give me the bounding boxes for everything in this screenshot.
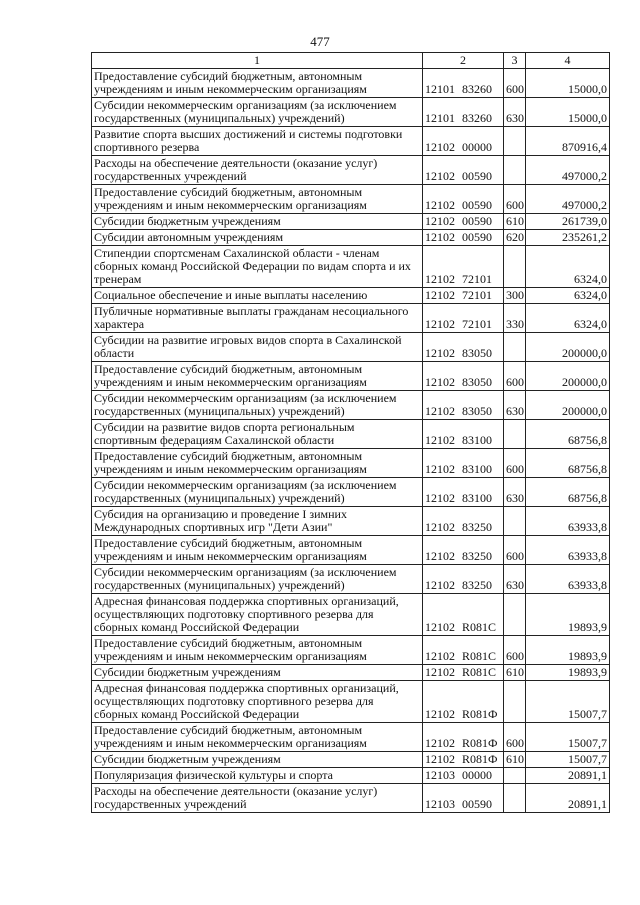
row-name-cell: Субсидии некоммерческим организациям (за исключением государственных (муниципальных) учреждений) xyxy=(92,565,423,594)
row-amount-cell: 497000,2 xyxy=(526,156,610,185)
row-amount-cell: 6324,0 xyxy=(526,288,610,304)
row-amount-cell: 870916,4 xyxy=(526,127,610,156)
row-name-cell: Предоставление субсидий бюджетным, автономным учреждениям и иным некоммерческим организациям xyxy=(92,536,423,565)
row-code-cell: 12102 83050 xyxy=(423,362,504,391)
row-name-cell: Предоставление субсидий бюджетным, автономным учреждениям и иным некоммерческим организациям xyxy=(92,636,423,665)
row-name-cell: Адресная финансовая поддержка спортивных организаций, осуществляющих подготовку спортивного резерва для сборных команд Российской Федерации xyxy=(92,594,423,636)
row-name-cell: Стипендии спортсменам Сахалинской области - членам сборных команд Российской Федерации по видам спорта и их тренерам xyxy=(92,246,423,288)
page-number: 477 xyxy=(310,34,330,49)
table-row xyxy=(92,288,610,304)
row-code-cell: 12103 00590 xyxy=(423,784,504,813)
row-name-cell: Субсидии бюджетным учреждениям xyxy=(92,752,423,768)
row-amount-cell: 63933,8 xyxy=(526,565,610,594)
row-name-cell: Социальное обеспечение и иные выплаты населению xyxy=(92,288,423,304)
table-row xyxy=(92,594,610,636)
table-header xyxy=(92,53,610,69)
row-amount-cell: 6324,0 xyxy=(526,246,610,288)
row-type-cell: 630 xyxy=(504,478,526,507)
row-name-cell: Предоставление субсидий бюджетным, автономным учреждениям и иным некоммерческим организациям xyxy=(92,449,423,478)
header-col-3: 3 xyxy=(504,53,526,69)
row-code-cell: 12102 83050 xyxy=(423,333,504,362)
row-code-cell: 12103 00000 xyxy=(423,768,504,784)
row-code-cell: 12102 83250 xyxy=(423,507,504,536)
table-row xyxy=(92,723,610,752)
row-type-cell xyxy=(504,420,526,449)
table-row xyxy=(92,230,610,246)
table-row xyxy=(92,565,610,594)
row-amount-cell: 19893,9 xyxy=(526,665,610,681)
row-type-cell: 600 xyxy=(504,636,526,665)
row-name-cell: Адресная финансовая поддержка спортивных организаций, осуществляющих подготовку спортивного резерва для сборных команд Российской Федерации xyxy=(92,681,423,723)
row-type-cell xyxy=(504,594,526,636)
row-type-cell: 600 xyxy=(504,362,526,391)
header-col-2: 2 xyxy=(423,53,504,69)
table-row xyxy=(92,752,610,768)
row-code-cell: 12102 83050 xyxy=(423,391,504,420)
row-name-cell: Субсидии на развитие видов спорта региональным спортивным федерациям Сахалинской области xyxy=(92,420,423,449)
row-type-cell: 610 xyxy=(504,752,526,768)
row-amount-cell: 20891,1 xyxy=(526,784,610,813)
row-type-cell: 300 xyxy=(504,288,526,304)
table-row xyxy=(92,420,610,449)
row-type-cell: 630 xyxy=(504,391,526,420)
row-type-cell: 630 xyxy=(504,98,526,127)
row-name-cell: Расходы на обеспечение деятельности (оказание услуг) государственных учреждений xyxy=(92,784,423,813)
table-row xyxy=(92,333,610,362)
header-row xyxy=(92,53,610,69)
row-type-cell xyxy=(504,784,526,813)
row-code-cell: 12102 00590 xyxy=(423,156,504,185)
row-amount-cell: 6324,0 xyxy=(526,304,610,333)
row-name-cell: Предоставление субсидий бюджетным, автономным учреждениям и иным некоммерческим организациям xyxy=(92,69,423,98)
row-type-cell: 610 xyxy=(504,665,526,681)
row-type-cell: 600 xyxy=(504,185,526,214)
row-amount-cell: 200000,0 xyxy=(526,391,610,420)
table-row xyxy=(92,362,610,391)
row-name-cell: Субсидии некоммерческим организациям (за исключением государственных (муниципальных) учреждений) xyxy=(92,478,423,507)
row-code-cell: 12102 R081Ф xyxy=(423,752,504,768)
row-name-cell: Субсидия на организацию и проведение I зимних Международных спортивных игр "Дети Азии" xyxy=(92,507,423,536)
row-name-cell: Развитие спорта высших достижений и системы подготовки спортивного резерва xyxy=(92,127,423,156)
row-name-cell: Субсидии автономным учреждениям xyxy=(92,230,423,246)
row-type-cell xyxy=(504,127,526,156)
table-row xyxy=(92,156,610,185)
row-type-cell: 600 xyxy=(504,536,526,565)
row-code-cell: 12102 83100 xyxy=(423,420,504,449)
row-name-cell: Расходы на обеспечение деятельности (оказание услуг) государственных учреждений xyxy=(92,156,423,185)
row-amount-cell: 15000,0 xyxy=(526,98,610,127)
row-amount-cell: 15000,0 xyxy=(526,69,610,98)
table-row xyxy=(92,507,610,536)
table-row xyxy=(92,98,610,127)
row-code-cell: 12102 83100 xyxy=(423,478,504,507)
row-type-cell xyxy=(504,507,526,536)
row-amount-cell: 63933,8 xyxy=(526,507,610,536)
row-type-cell xyxy=(504,333,526,362)
row-amount-cell: 200000,0 xyxy=(526,333,610,362)
row-code-cell: 12102 R081C xyxy=(423,665,504,681)
row-type-cell xyxy=(504,246,526,288)
table-row xyxy=(92,636,610,665)
row-amount-cell: 63933,8 xyxy=(526,536,610,565)
row-name-cell: Предоставление субсидий бюджетным, автономным учреждениям и иным некоммерческим организациям xyxy=(92,723,423,752)
row-code-cell: 12102 00590 xyxy=(423,230,504,246)
row-code-cell: 12102 R081C xyxy=(423,636,504,665)
row-code-cell: 12102 72101 xyxy=(423,288,504,304)
row-amount-cell: 20891,1 xyxy=(526,768,610,784)
table-row xyxy=(92,665,610,681)
row-type-cell: 600 xyxy=(504,449,526,478)
row-amount-cell: 68756,8 xyxy=(526,449,610,478)
table-row xyxy=(92,784,610,813)
row-code-cell: 12102 R081Ф xyxy=(423,723,504,752)
row-name-cell: Субсидии бюджетным учреждениям xyxy=(92,665,423,681)
row-amount-cell: 19893,9 xyxy=(526,594,610,636)
row-name-cell: Субсидии на развитие игровых видов спорта в Сахалинской области xyxy=(92,333,423,362)
row-code-cell: 12101 83260 xyxy=(423,98,504,127)
row-amount-cell: 15007,7 xyxy=(526,681,610,723)
row-code-cell: 12102 00590 xyxy=(423,185,504,214)
table-row xyxy=(92,69,610,98)
row-name-cell: Субсидии бюджетным учреждениям xyxy=(92,214,423,230)
table-row xyxy=(92,214,610,230)
table-row xyxy=(92,391,610,420)
row-type-cell: 600 xyxy=(504,723,526,752)
table-row xyxy=(92,478,610,507)
row-code-cell: 12102 72101 xyxy=(423,304,504,333)
row-amount-cell: 261739,0 xyxy=(526,214,610,230)
row-code-cell: 12102 83250 xyxy=(423,536,504,565)
row-name-cell: Предоставление субсидий бюджетным, автономным учреждениям и иным некоммерческим организациям xyxy=(92,185,423,214)
row-type-cell: 630 xyxy=(504,565,526,594)
row-amount-cell: 497000,2 xyxy=(526,185,610,214)
table-row xyxy=(92,768,610,784)
row-code-cell: 12102 R081Ф xyxy=(423,681,504,723)
row-amount-cell: 15007,7 xyxy=(526,752,610,768)
row-amount-cell: 15007,7 xyxy=(526,723,610,752)
table-row xyxy=(92,127,610,156)
row-code-cell: 12102 72101 xyxy=(423,246,504,288)
row-amount-cell: 200000,0 xyxy=(526,362,610,391)
row-name-cell: Субсидии некоммерческим организациям (за исключением государственных (муниципальных) учреждений) xyxy=(92,98,423,127)
row-name-cell: Публичные нормативные выплаты гражданам несоциального характера xyxy=(92,304,423,333)
row-amount-cell: 235261,2 xyxy=(526,230,610,246)
row-code-cell: 12101 83260 xyxy=(423,69,504,98)
table-body xyxy=(92,69,610,813)
row-code-cell: 12102 83100 xyxy=(423,449,504,478)
row-type-cell xyxy=(504,768,526,784)
row-code-cell: 12102 00000 xyxy=(423,127,504,156)
row-amount-cell: 19893,9 xyxy=(526,636,610,665)
row-code-cell: 12102 00590 xyxy=(423,214,504,230)
table-row xyxy=(92,681,610,723)
row-amount-cell: 68756,8 xyxy=(526,478,610,507)
row-code-cell: 12102 83250 xyxy=(423,565,504,594)
row-type-cell: 600 xyxy=(504,69,526,98)
row-name-cell: Предоставление субсидий бюджетным, автономным учреждениям и иным некоммерческим организациям xyxy=(92,362,423,391)
table-row xyxy=(92,185,610,214)
table-row xyxy=(92,536,610,565)
row-type-cell: 620 xyxy=(504,230,526,246)
row-type-cell xyxy=(504,156,526,185)
table-row xyxy=(92,246,610,288)
row-type-cell: 610 xyxy=(504,214,526,230)
row-type-cell xyxy=(504,681,526,723)
table-row xyxy=(92,304,610,333)
header-col-4: 4 xyxy=(526,53,610,69)
header-col-1: 1 xyxy=(92,53,423,69)
row-name-cell: Популяризация физической культуры и спорта xyxy=(92,768,423,784)
row-code-cell: 12102 R081C xyxy=(423,594,504,636)
table-row xyxy=(92,449,610,478)
budget-table xyxy=(91,52,610,813)
row-type-cell: 330 xyxy=(504,304,526,333)
row-name-cell: Субсидии некоммерческим организациям (за исключением государственных (муниципальных) учреждений) xyxy=(92,391,423,420)
row-amount-cell: 68756,8 xyxy=(526,420,610,449)
